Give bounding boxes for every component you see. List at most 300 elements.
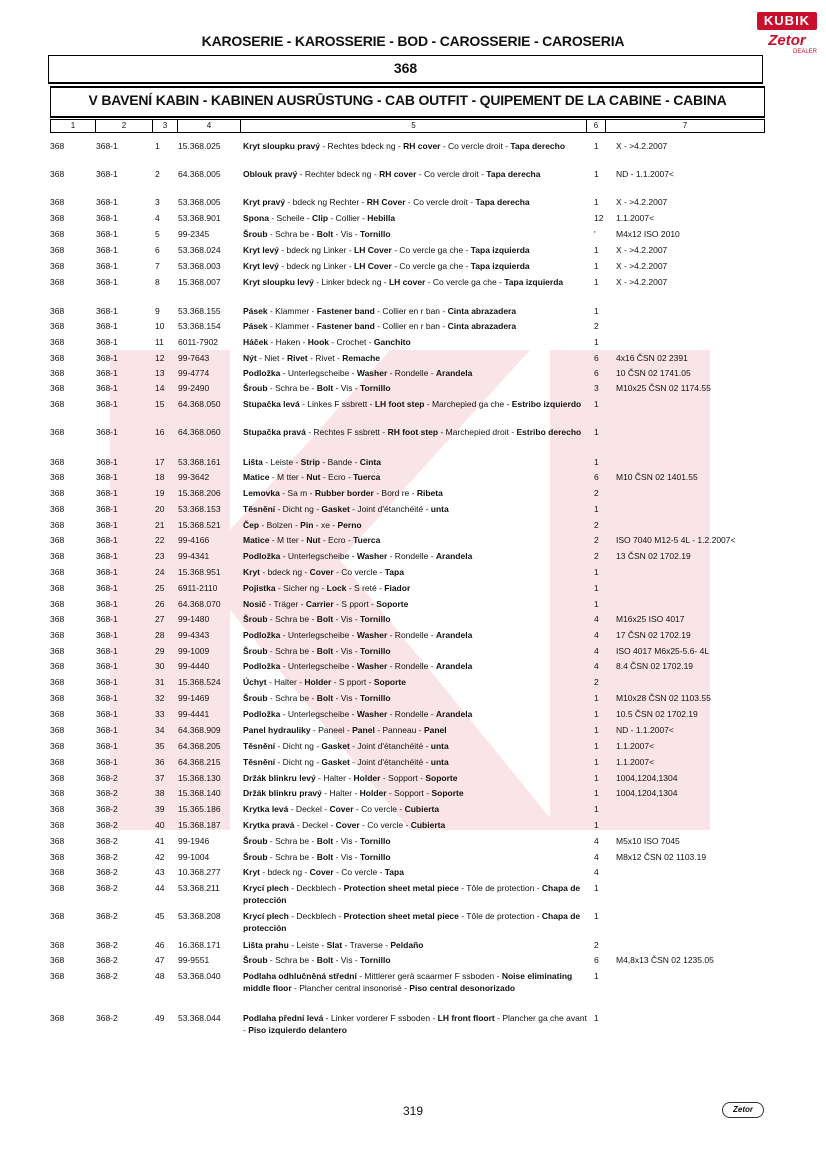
cell-group: 368 bbox=[50, 955, 65, 965]
desc-english: Protection sheet metal piece bbox=[343, 883, 459, 893]
cell-subgroup: 368-2 bbox=[96, 971, 118, 981]
cell-position: 27 bbox=[155, 614, 165, 624]
cell-note: X - >4.2.2007 bbox=[616, 245, 668, 255]
cell-quantity: 4 bbox=[594, 852, 599, 862]
cell-subgroup: 368-1 bbox=[96, 693, 118, 703]
cell-part-number: 99-1004 bbox=[178, 852, 210, 862]
cell-description bbox=[243, 772, 588, 784]
desc-spanish: Peldaño bbox=[390, 940, 424, 950]
cell-group: 368 bbox=[50, 614, 65, 624]
desc-name: Šroub bbox=[243, 229, 268, 239]
cell-position: 13 bbox=[155, 368, 165, 378]
desc-spanish: Tornillo bbox=[360, 852, 391, 862]
cell-position: 9 bbox=[155, 306, 160, 316]
cell-group: 368 bbox=[50, 306, 65, 316]
desc-german: - Rechter bdeck ng - bbox=[297, 169, 380, 179]
cell-group: 368 bbox=[50, 504, 65, 514]
desc-french: - Tôle de protection - bbox=[458, 911, 542, 921]
cell-position: 41 bbox=[155, 836, 165, 846]
cell-note: M5x10 ISO 7045 bbox=[616, 836, 680, 846]
cell-description bbox=[243, 676, 588, 688]
desc-french: - Tôle de protection - bbox=[458, 883, 542, 893]
cell-description bbox=[243, 851, 588, 863]
desc-english: LH foot step bbox=[374, 399, 425, 409]
cell-group: 368 bbox=[50, 804, 65, 814]
desc-name: Lemovka bbox=[243, 488, 280, 498]
cell-part-number: 53.368.208 bbox=[178, 911, 221, 921]
cell-description bbox=[243, 629, 588, 641]
desc-french: - Collier - bbox=[328, 213, 368, 223]
cell-position: 28 bbox=[155, 630, 165, 640]
desc-english: Bolt bbox=[316, 693, 334, 703]
desc-name: Šroub bbox=[243, 646, 268, 656]
desc-english: Holder bbox=[304, 677, 332, 687]
desc-name: Panel hydrauliky bbox=[243, 725, 311, 735]
cell-quantity: 1 bbox=[594, 788, 599, 798]
cell-note: 1.1.2007< bbox=[616, 213, 655, 223]
desc-german: - Linker vorderer F ssboden - bbox=[323, 1013, 438, 1023]
cell-description bbox=[243, 244, 588, 256]
cell-note: 17 ČSN 02 1702.19 bbox=[616, 630, 691, 640]
desc-german: - bdeck ng - bbox=[260, 867, 310, 877]
cell-group: 368 bbox=[50, 661, 65, 671]
desc-name: Těsnění bbox=[243, 757, 276, 767]
desc-spanish: unta bbox=[430, 504, 449, 514]
cell-group: 368 bbox=[50, 820, 65, 830]
desc-german: - Leiste - bbox=[288, 940, 327, 950]
cell-description bbox=[243, 367, 588, 379]
cell-subgroup: 368-1 bbox=[96, 504, 118, 514]
desc-german: - Klammer - bbox=[267, 321, 317, 331]
cell-description bbox=[243, 692, 588, 704]
cell-part-number: 53.368.211 bbox=[178, 883, 220, 893]
cell-part-number: 15.368.521 bbox=[178, 520, 221, 530]
desc-name: Držák blinkru levý bbox=[243, 773, 316, 783]
cell-group: 368 bbox=[50, 567, 65, 577]
desc-spanish: Soporte bbox=[376, 599, 409, 609]
cell-group: 368 bbox=[50, 599, 65, 609]
desc-german: - Schra be - bbox=[267, 852, 317, 862]
desc-english: Rubber border bbox=[314, 488, 374, 498]
desc-english: Bolt bbox=[316, 614, 334, 624]
cell-subgroup: 368-2 bbox=[96, 836, 118, 846]
logo-zetor-text: Zetor bbox=[768, 32, 806, 49]
cell-position: 25 bbox=[155, 583, 165, 593]
cell-description bbox=[243, 724, 588, 736]
desc-english: Gasket bbox=[321, 504, 350, 514]
cell-position: 32 bbox=[155, 693, 165, 703]
cell-description bbox=[243, 708, 588, 720]
desc-name: Kryt bbox=[243, 567, 261, 577]
cell-position: 33 bbox=[155, 709, 165, 719]
cell-description bbox=[243, 566, 588, 578]
cell-description bbox=[243, 803, 588, 815]
cell-quantity: 1 bbox=[594, 804, 599, 814]
cell-description bbox=[243, 882, 588, 906]
cell-position: 3 bbox=[155, 197, 160, 207]
desc-german: - bdeck ng - bbox=[260, 567, 310, 577]
desc-spanish: Estribo izquierdo bbox=[511, 399, 582, 409]
desc-german: - Halter - bbox=[315, 773, 354, 783]
desc-name: Podložka bbox=[243, 661, 281, 671]
cell-part-number: 99-4440 bbox=[178, 661, 210, 671]
cell-position: 6 bbox=[155, 245, 160, 255]
desc-name: Kryt sloupku pravý bbox=[243, 141, 320, 151]
desc-german: - Niet - bbox=[256, 353, 287, 363]
cell-position: 31 bbox=[155, 677, 165, 687]
desc-german: - Schra be - bbox=[267, 836, 317, 846]
desc-french: - Collier en r ban - bbox=[374, 306, 448, 316]
cell-note: 13 ČSN 02 1702.19 bbox=[616, 551, 691, 561]
desc-english: Cover bbox=[309, 567, 334, 577]
cell-subgroup: 368-1 bbox=[96, 427, 118, 437]
desc-english: Noise eliminating middle floor bbox=[243, 971, 573, 993]
desc-german: - Unterlegscheibe - bbox=[280, 630, 357, 640]
cell-subgroup: 368-1 bbox=[96, 741, 118, 751]
desc-german: - Sa m - bbox=[279, 488, 315, 498]
desc-english: Strip bbox=[300, 457, 321, 467]
desc-name: Těsnění bbox=[243, 504, 276, 514]
desc-name: Krytka levá bbox=[243, 804, 289, 814]
desc-spanish: Cinta bbox=[359, 457, 381, 467]
cell-position: 49 bbox=[155, 1013, 165, 1023]
desc-english: RH foot step bbox=[387, 427, 439, 437]
cell-subgroup: 368-2 bbox=[96, 955, 118, 965]
desc-french: - Co vercle ga che - bbox=[425, 277, 505, 287]
desc-english: Cover bbox=[329, 804, 354, 814]
desc-french: - Rondelle - bbox=[387, 630, 436, 640]
cell-quantity: 12 bbox=[594, 213, 604, 223]
cell-quantity: 4 bbox=[594, 867, 599, 877]
cell-group: 368 bbox=[50, 383, 65, 393]
desc-french: - Panneau - bbox=[374, 725, 424, 735]
cell-note: 1004,1204,1304 bbox=[616, 773, 678, 783]
cell-note: 1.1.2007< bbox=[616, 741, 655, 751]
desc-english: Gasket bbox=[321, 741, 350, 751]
cell-part-number: 15.368.130 bbox=[178, 773, 221, 783]
cell-part-number: 53.368.003 bbox=[178, 261, 221, 271]
cell-group: 368 bbox=[50, 741, 65, 751]
cell-quantity: 4 bbox=[594, 614, 599, 624]
desc-french: - Rondelle - bbox=[387, 551, 436, 561]
cell-note: X - >4.2.2007 bbox=[616, 261, 668, 271]
desc-german: - Unterlegscheibe - bbox=[280, 661, 357, 671]
cell-group: 368 bbox=[50, 836, 65, 846]
desc-name: Podlaha odhlučněná střední bbox=[243, 971, 357, 981]
cell-subgroup: 368-2 bbox=[96, 820, 118, 830]
cell-note: M16x25 ISO 4017 bbox=[616, 614, 685, 624]
desc-name: Pásek bbox=[243, 306, 268, 316]
cell-group: 368 bbox=[50, 852, 65, 862]
desc-name: Oblouk pravý bbox=[243, 169, 298, 179]
cell-subgroup: 368-1 bbox=[96, 368, 118, 378]
cell-subgroup: 368-1 bbox=[96, 677, 118, 687]
desc-spanish: Tornillo bbox=[360, 229, 391, 239]
cell-part-number: 16.368.171 bbox=[178, 940, 221, 950]
cell-quantity: 2 bbox=[594, 551, 599, 561]
cell-quantity: 1 bbox=[594, 337, 599, 347]
cell-note: M4x12 ISO 2010 bbox=[616, 229, 680, 239]
desc-spanish: Cinta abrazadera bbox=[447, 321, 517, 331]
cell-group: 368 bbox=[50, 353, 65, 363]
desc-german: - Deckblech - bbox=[288, 883, 344, 893]
desc-spanish: Arandela bbox=[435, 551, 473, 561]
desc-name: Šroub bbox=[243, 693, 268, 703]
cell-description bbox=[243, 819, 588, 831]
desc-english: RH cover bbox=[403, 141, 441, 151]
cell-quantity: 1 bbox=[594, 169, 599, 179]
desc-spanish: Arandela bbox=[435, 709, 473, 719]
desc-spanish: Arandela bbox=[435, 661, 473, 671]
desc-german: - Schra be - bbox=[267, 955, 317, 965]
cell-part-number: 6911-2110 bbox=[178, 583, 218, 593]
desc-english: Holder bbox=[359, 788, 387, 798]
desc-english: Bolt bbox=[316, 852, 334, 862]
cell-quantity: 2 bbox=[594, 677, 599, 687]
cell-group: 368 bbox=[50, 1013, 65, 1023]
logo-dealer-text: DEALER bbox=[792, 49, 817, 55]
desc-english: Carrier bbox=[305, 599, 334, 609]
cell-position: 46 bbox=[155, 940, 165, 950]
cell-description bbox=[243, 456, 588, 468]
desc-spanish: Tornillo bbox=[360, 646, 391, 656]
section-title: V BAVENÍ KABIN - KABINEN AUSRŪSTUNG - CAB OUTFIT - QUIPEMENT DE LA CABINE - CABINA bbox=[88, 92, 727, 108]
desc-english: Washer bbox=[356, 368, 388, 378]
cell-quantity: 1 bbox=[594, 457, 599, 467]
cell-description bbox=[243, 740, 588, 752]
cell-subgroup: 368-1 bbox=[96, 321, 118, 331]
cell-subgroup: 368-1 bbox=[96, 197, 118, 207]
cell-group: 368 bbox=[50, 427, 65, 437]
desc-french: - Collier en r ban - bbox=[374, 321, 448, 331]
desc-french: - Co vercle - bbox=[359, 820, 411, 830]
cell-group: 368 bbox=[50, 337, 65, 347]
desc-french: - Vis - bbox=[333, 614, 360, 624]
cell-subgroup: 368-2 bbox=[96, 883, 118, 893]
desc-spanish: Tornillo bbox=[360, 614, 391, 624]
cell-description bbox=[243, 910, 588, 934]
desc-french: - Ecro - bbox=[320, 535, 354, 545]
desc-name: Kryt sloupku levý bbox=[243, 277, 314, 287]
desc-french: - Co vercle droit - bbox=[440, 141, 511, 151]
desc-spanish: Tapa izquierda bbox=[470, 261, 530, 271]
desc-french: - Co vercle ga che - bbox=[391, 261, 471, 271]
desc-english: Lock bbox=[326, 583, 347, 593]
desc-french: - Marchepied droit - bbox=[438, 427, 517, 437]
desc-french: - Joint d'étanchéité - bbox=[349, 741, 431, 751]
desc-spanish: Fiador bbox=[384, 583, 411, 593]
cell-note: ISO 4017 M6x25-5.6- 4L bbox=[616, 646, 710, 656]
cell-part-number: 64.368.070 bbox=[178, 599, 221, 609]
cell-position: 40 bbox=[155, 820, 165, 830]
cell-quantity: 1 bbox=[594, 399, 599, 409]
cell-quantity: 1 bbox=[594, 709, 599, 719]
desc-spanish: Tapa izquierda bbox=[504, 277, 564, 287]
cell-quantity: 1 bbox=[594, 306, 599, 316]
desc-french: - Co vercle ga che - bbox=[391, 245, 471, 255]
kubik-zetor-logo bbox=[757, 12, 817, 62]
cell-subgroup: 368-1 bbox=[96, 583, 118, 593]
desc-english: Bolt bbox=[316, 383, 334, 393]
cell-position: 4 bbox=[155, 213, 160, 223]
cell-note: ND - 1.1.2007< bbox=[616, 169, 674, 179]
column-header-1: 1 bbox=[51, 120, 96, 132]
cell-subgroup: 368-1 bbox=[96, 709, 118, 719]
cell-position: 23 bbox=[155, 551, 165, 561]
desc-spanish: unta bbox=[430, 757, 449, 767]
cell-group: 368 bbox=[50, 399, 65, 409]
desc-german: - Schra be - bbox=[267, 229, 317, 239]
cell-group: 368 bbox=[50, 630, 65, 640]
desc-german: - Unterlegscheibe - bbox=[280, 709, 357, 719]
desc-german: - Halter - bbox=[266, 677, 305, 687]
cell-description bbox=[243, 534, 588, 546]
cell-subgroup: 368-1 bbox=[96, 353, 118, 363]
desc-english: Fastener band bbox=[316, 306, 375, 316]
cell-part-number: 15.368.206 bbox=[178, 488, 221, 498]
cell-description bbox=[243, 305, 588, 317]
cell-subgroup: 368-1 bbox=[96, 213, 118, 223]
cell-note: M4,8x13 ČSN 02 1235.05 bbox=[616, 955, 714, 965]
desc-french: - Ecro - bbox=[320, 472, 354, 482]
cell-note: X - >4.2.2007 bbox=[616, 141, 668, 151]
desc-name: Nýt bbox=[243, 353, 257, 363]
cell-subgroup: 368-1 bbox=[96, 725, 118, 735]
cell-quantity: 1 bbox=[594, 197, 599, 207]
cell-group: 368 bbox=[50, 321, 65, 331]
desc-german: - Linker bdeck ng - bbox=[313, 277, 389, 287]
cell-position: 37 bbox=[155, 773, 165, 783]
cell-part-number: 15.368.007 bbox=[178, 277, 221, 287]
desc-spanish: Arandela bbox=[435, 368, 473, 378]
cell-quantity: 4 bbox=[594, 630, 599, 640]
column-header-6: 6 bbox=[587, 120, 606, 132]
desc-german: - Unterlegscheibe - bbox=[280, 551, 357, 561]
cell-part-number: 53.368.901 bbox=[178, 213, 221, 223]
desc-english: Nut bbox=[306, 472, 321, 482]
cell-group: 368 bbox=[50, 693, 65, 703]
cell-description bbox=[243, 471, 588, 483]
cell-part-number: 53.368.024 bbox=[178, 245, 221, 255]
desc-german: - M tter - bbox=[269, 535, 307, 545]
desc-name: Podložka bbox=[243, 630, 281, 640]
cell-subgroup: 368-2 bbox=[96, 773, 118, 783]
desc-german: - Dicht ng - bbox=[275, 741, 322, 751]
desc-english: Cover bbox=[335, 820, 360, 830]
cell-description bbox=[243, 196, 588, 208]
cell-group: 368 bbox=[50, 213, 65, 223]
cell-position: 42 bbox=[155, 852, 165, 862]
cell-part-number: 99-4341 bbox=[178, 551, 210, 561]
cell-note: ISO 7040 M12-5 4L - 1.2.2007< bbox=[616, 535, 736, 545]
desc-spanish: Tapa derecha bbox=[475, 197, 530, 207]
cell-subgroup: 368-1 bbox=[96, 551, 118, 561]
desc-german: - Dicht ng - bbox=[275, 757, 322, 767]
desc-french: - Joint d'étanchéité - bbox=[349, 504, 431, 514]
cell-description bbox=[243, 519, 588, 531]
desc-german: - Scheile - bbox=[268, 213, 312, 223]
cell-position: 19 bbox=[155, 488, 165, 498]
desc-french: - Co vercle - bbox=[333, 867, 385, 877]
desc-name: Matice bbox=[243, 472, 270, 482]
desc-english: Cover bbox=[309, 867, 334, 877]
cell-part-number: 64.368.005 bbox=[178, 169, 221, 179]
page-top-title: KAROSERIE - KAROSSERIE - BOD - CAROSSERIE - CAROSERIA bbox=[201, 33, 625, 49]
cell-part-number: 99-4441 bbox=[178, 709, 210, 719]
desc-name: Lišta prahu bbox=[243, 940, 289, 950]
cell-subgroup: 368-1 bbox=[96, 399, 118, 409]
cell-position: 5 bbox=[155, 229, 160, 239]
cell-subgroup: 368-1 bbox=[96, 757, 118, 767]
cell-note: X - >4.2.2007 bbox=[616, 197, 668, 207]
cell-part-number: 99-2345 bbox=[178, 229, 210, 239]
desc-french: - Vis - bbox=[333, 693, 360, 703]
desc-german: - M tter - bbox=[269, 472, 307, 482]
desc-spanish: Panel bbox=[423, 725, 447, 735]
cell-part-number: 53.368.155 bbox=[178, 306, 221, 316]
cell-part-number: 99-7643 bbox=[178, 353, 210, 363]
desc-spanish: Tapa derecho bbox=[510, 141, 566, 151]
cell-note: 1.1.2007< bbox=[616, 757, 655, 767]
desc-german: - Leiste - bbox=[262, 457, 301, 467]
cell-note: M10x28 ČSN 02 1103.55 bbox=[616, 693, 711, 703]
desc-name: Kryt bbox=[243, 867, 261, 877]
cell-subgroup: 368-1 bbox=[96, 535, 118, 545]
cell-part-number: 64.368.060 bbox=[178, 427, 221, 437]
cell-part-number: 99-9551 bbox=[178, 955, 210, 965]
cell-quantity: 1 bbox=[594, 741, 599, 751]
desc-english: Washer bbox=[356, 661, 388, 671]
desc-german: - bdeck ng Rechter - bbox=[285, 197, 367, 207]
desc-german: - Mittlerer gerä scaarmer F ssboden - bbox=[356, 971, 502, 981]
cell-part-number: 53.368.005 bbox=[178, 197, 221, 207]
cell-description bbox=[243, 582, 588, 594]
cell-part-number: 99-1469 bbox=[178, 693, 210, 703]
cell-group: 368 bbox=[50, 488, 65, 498]
cell-quantity: 1 bbox=[594, 583, 599, 593]
desc-spanish: Tapa derecha bbox=[486, 169, 541, 179]
cell-quantity: 1 bbox=[594, 504, 599, 514]
cell-position: 48 bbox=[155, 971, 165, 981]
zetor-footer-logo: Zetor bbox=[722, 1102, 764, 1118]
desc-french: - Vis - bbox=[333, 646, 360, 656]
cell-position: 29 bbox=[155, 646, 165, 656]
desc-french: - Rondelle - bbox=[387, 709, 436, 719]
cell-group: 368 bbox=[50, 911, 65, 921]
cell-part-number: 53.368.154 bbox=[178, 321, 221, 331]
cell-part-number: 99-1480 bbox=[178, 614, 210, 624]
desc-german: - Rechtes bdeck ng - bbox=[320, 141, 404, 151]
desc-spanish: Ribeta bbox=[416, 488, 443, 498]
cell-quantity: 1 bbox=[594, 427, 599, 437]
cell-subgroup: 368-1 bbox=[96, 457, 118, 467]
desc-name: Krytka pravá bbox=[243, 820, 295, 830]
desc-name: Úchyt bbox=[243, 677, 267, 687]
cell-position: 20 bbox=[155, 504, 165, 514]
cell-quantity: 4 bbox=[594, 836, 599, 846]
column-header-7: 7 bbox=[682, 121, 688, 130]
desc-german: - Deckel - bbox=[294, 820, 336, 830]
cell-subgroup: 368-2 bbox=[96, 867, 118, 877]
cell-quantity: 2 bbox=[594, 488, 599, 498]
cell-group: 368 bbox=[50, 245, 65, 255]
cell-group: 368 bbox=[50, 141, 65, 151]
cell-subgroup: 368-1 bbox=[96, 169, 118, 179]
cell-description bbox=[243, 212, 588, 224]
cell-part-number: 15.368.524 bbox=[178, 677, 221, 687]
desc-english: Slat bbox=[326, 940, 343, 950]
cell-position: 15 bbox=[155, 399, 165, 409]
